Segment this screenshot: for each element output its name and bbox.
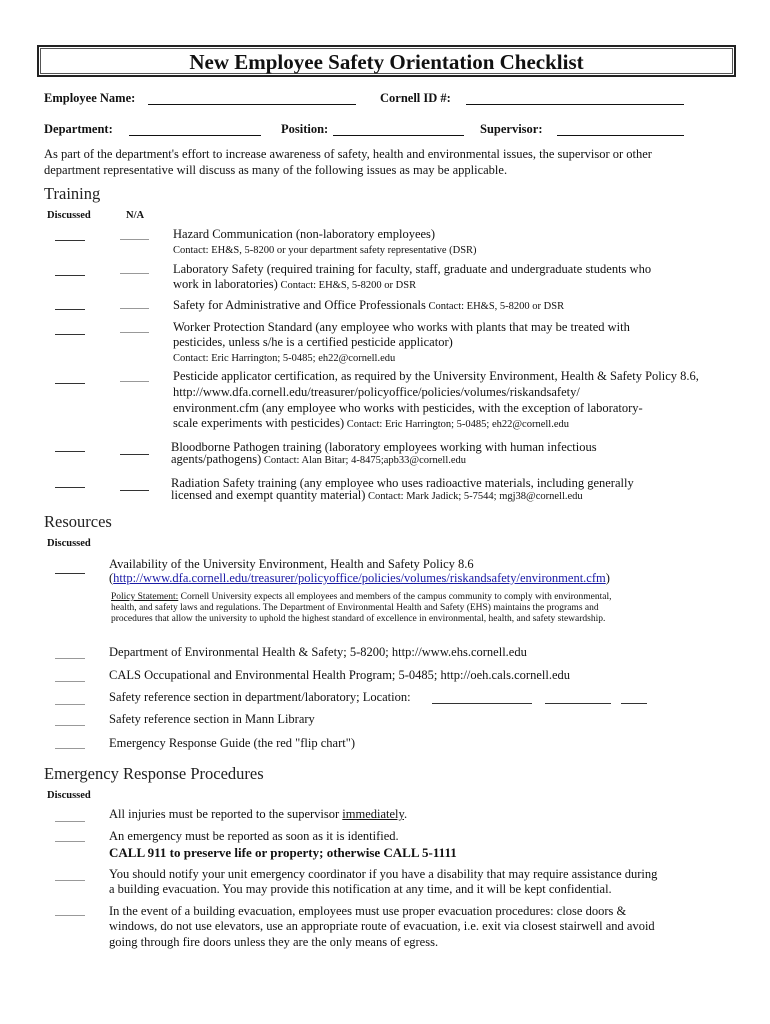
training-7-line-2: licensed and exempt quantity material) Contact: Mark Jadick; 5-7544; mgj38@cornell.edu — [171, 488, 583, 502]
resources-heading: Resources — [44, 512, 112, 531]
training-6-line-2: agents/pathogens) Contact: Alan Bitar; 4-8475;apb33@cornell.edu — [171, 452, 467, 466]
training-6-line-1: Bloodborne Pathogen training (laboratory employees working with human infectious — [171, 440, 597, 454]
emergency-2-discussed[interactable] — [55, 841, 85, 842]
emergency-4-discussed[interactable] — [55, 915, 85, 916]
training-2-discussed[interactable] — [55, 275, 85, 276]
emergency-call-911: CALL 911 to preserve life or property; otherwise CALL 5-1111 — [109, 845, 457, 860]
intro-line-2: department representative will discuss as many of the following issues as may be applicable. — [44, 163, 508, 177]
emergency-item-4-line-2: windows, do not use elevators, use an appropriate route of evacuation, i.e. exit via closest stairwell and avoid — [109, 919, 655, 933]
resource-erg-discussed[interactable] — [55, 748, 85, 749]
training-7-line-1: Radiation Safety training (any employee who uses radioactive materials, including generally — [171, 476, 634, 490]
intro-line-1: As part of the department's effort to increase awareness of safety, health and environmental issues, the supervisor or other — [44, 147, 652, 161]
training-1-line-2: Contact: EH&S, 5-8200 or your department safety representative (DSR) — [173, 245, 477, 256]
emergency-item-1: All injuries must be reported to the supervisor immediately. — [109, 807, 408, 821]
training-4-na[interactable] — [120, 332, 149, 333]
resources-discussed-header: Discussed — [47, 538, 91, 549]
policy-link[interactable]: http://www.dfa.cornell.edu/treasurer/policyoffice/policies/volumes/riskandsafety/environment.cfm — [113, 571, 606, 585]
training-5-discussed[interactable] — [55, 383, 85, 384]
resource-cals: CALS Occupational and Environmental Health Program; 5-0485; http://oeh.cals.cornell.edu — [109, 668, 570, 682]
training-3-discussed[interactable] — [55, 309, 85, 310]
training-1-na[interactable] — [120, 239, 149, 240]
training-7-na[interactable] — [120, 490, 149, 491]
position-label: Position: — [281, 122, 329, 136]
training-1-line-1: Hazard Communication (non-laboratory employees) — [173, 227, 436, 241]
emergency-1-discussed[interactable] — [55, 821, 85, 822]
training-7-discussed[interactable] — [55, 487, 85, 488]
location-field-1[interactable] — [432, 703, 532, 704]
department-field[interactable] — [129, 135, 261, 136]
training-3-line-1: Safety for Administrative and Office Professionals Contact: EH&S, 5-8200 or DSR — [173, 298, 565, 312]
position-field[interactable] — [333, 135, 464, 136]
training-4-line-1: Worker Protection Standard (any employee who works with plants that may be treated with — [173, 320, 630, 334]
location-field-3[interactable] — [621, 703, 647, 704]
resource-policy-line-1: Availability of the University Environment, Health and Safety Policy 8.6 — [109, 557, 474, 571]
training-2-line-1: Laboratory Safety (required training for faculty, staff, graduate and undergraduate students who — [173, 262, 652, 276]
resource-mann-discussed[interactable] — [55, 725, 85, 726]
resource-location-discussed[interactable] — [55, 704, 85, 705]
emergency-3-discussed[interactable] — [55, 880, 85, 881]
training-4-line-2: pesticides, unless s/he is a certified pesticide applicator) — [173, 335, 453, 349]
training-5-line-3: environment.cfm (any employee who works with pesticides, with the exception of laboratory- — [173, 401, 643, 415]
training-6-na[interactable] — [120, 454, 149, 455]
supervisor-field[interactable] — [557, 135, 684, 136]
training-discussed-header: Discussed — [47, 210, 91, 221]
department-label: Department: — [44, 122, 113, 136]
resource-erg: Emergency Response Guide (the red "flip chart") — [109, 736, 356, 750]
page-title: New Employee Safety Orientation Checklist — [189, 50, 584, 74]
employee-name-label: Employee Name: — [44, 91, 136, 105]
resource-location: Safety reference section in department/laboratory; Location: — [109, 690, 411, 704]
policy-statement: Policy Statement: Cornell University expects all employees and members of the campus community to comply with environmental, health, and safety laws and regulations. The Department of Environmental Health and Safety (EHS) maintains the programs and procedures that allow the university to uphold the highest standard of excellence in environmental, health, and safety stewardship. — [111, 592, 612, 624]
resource-policy-discussed[interactable] — [55, 573, 85, 574]
training-5-line-1: Pesticide applicator certification, as required by the University Environment, Health & Safety Policy 8.6, — [173, 369, 699, 383]
resource-ehs-discussed[interactable] — [55, 658, 85, 659]
training-5-line-2: http://www.dfa.cornell.edu/treasurer/policyoffice/policies/volumes/riskandsafety/ — [173, 385, 580, 399]
training-4-line-3: Contact: Eric Harrington; 5-0485; eh22@cornell.edu — [173, 353, 396, 364]
supervisor-label: Supervisor: — [480, 122, 543, 136]
training-na-header: N/A — [126, 210, 145, 221]
cornell-id-field[interactable] — [466, 104, 684, 105]
training-1-discussed[interactable] — [55, 240, 85, 241]
training-2-line-2: work in laboratories) Contact: EH&S, 5-8200 or DSR — [173, 277, 417, 291]
emergency-discussed-header: Discussed — [47, 790, 91, 801]
resource-cals-discussed[interactable] — [55, 681, 85, 682]
training-4-discussed[interactable] — [55, 334, 85, 335]
resource-policy-line-2: (http://www.dfa.cornell.edu/treasurer/policyoffice/policies/volumes/riskandsafety/environment.cfm) — [109, 571, 610, 585]
emergency-item-4-line-1: In the event of a building evacuation, employees must use proper evacuation procedures: close doors & — [109, 904, 627, 918]
training-heading: Training — [44, 184, 101, 203]
resource-mann: Safety reference section in Mann Library — [109, 712, 315, 726]
training-6-discussed[interactable] — [55, 451, 85, 452]
resource-ehs: Department of Environmental Health & Safety; 5-8200; http://www.ehs.cornell.edu — [109, 645, 527, 659]
employee-name-field[interactable] — [148, 104, 356, 105]
location-field-2[interactable] — [545, 703, 611, 704]
title-box — [37, 45, 736, 77]
emergency-item-4-line-3: going through fire doors unless they are the only means of egress. — [109, 935, 439, 949]
training-2-na[interactable] — [120, 273, 149, 274]
policy-statement-label: Policy Statement: — [111, 592, 179, 602]
training-5-line-4: scale experiments with pesticides) Contact: Eric Harrington; 5-0485; eh22@cornell.edu — [173, 416, 569, 430]
emergency-item-2: An emergency must be reported as soon as it is identified. — [109, 829, 399, 843]
emergency-item-3-line-1: You should notify your unit emergency coordinator if you have a disability that may require assistance during — [109, 867, 658, 881]
emergency-item-3-line-2: a building evacuation. You may provide this notification at any time, and it will be kept confidential. — [109, 882, 612, 896]
cornell-id-label: Cornell ID #: — [380, 91, 451, 105]
emergency-heading: Emergency Response Procedures — [44, 764, 264, 783]
training-3-na[interactable] — [120, 308, 149, 309]
training-5-na[interactable] — [120, 381, 149, 382]
